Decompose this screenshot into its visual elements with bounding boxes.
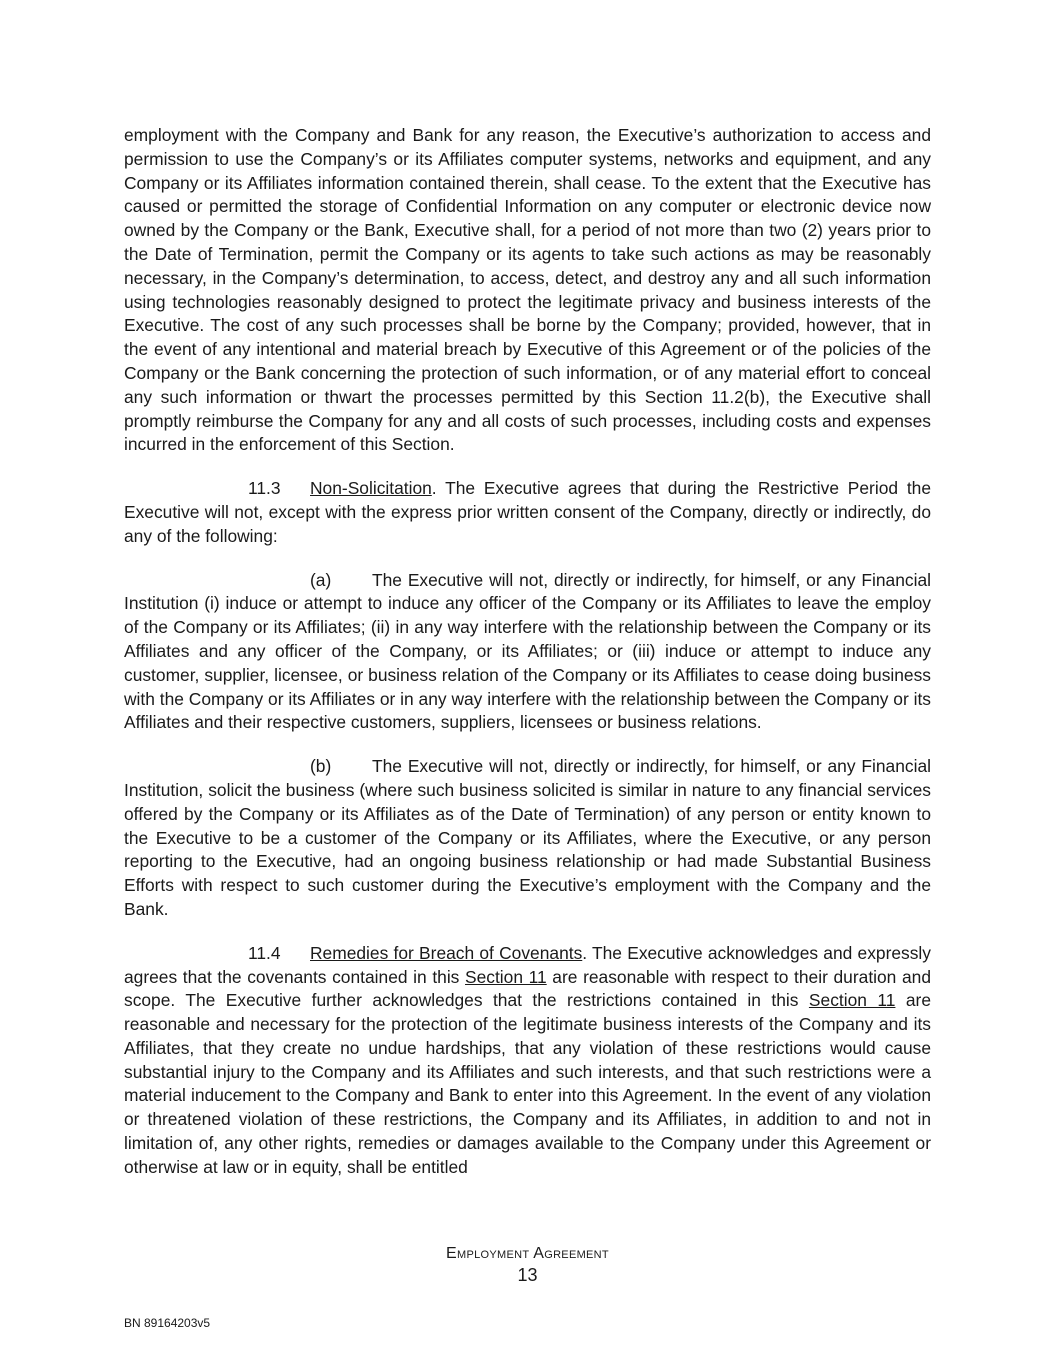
- section-number: 11.4: [248, 942, 281, 963]
- footer-title-text: Employment Agreement: [446, 1245, 609, 1262]
- section-reference: Section 11: [808, 990, 896, 1011]
- section-heading: Non-Solicitation: [310, 478, 432, 499]
- footer-title: [0, 1245, 1055, 1263]
- paragraph-continuation: employment with the Company and Bank for any reason, the Executive’s authorization to access and permission to use the Company’s or its Affiliates computer systems, networks and equipment, and any Company or its Affiliates information contained therein, shall cease. To the extent that the Executive has caused or permitted the storage of Confidential Information on any computer or electronic device now owned by the Company or the Bank, Executive shall, for a period of not more than two (2) years prior to the Date of Termination, permit the Company or its agents to take such actions as may be reasonably necessary, in the Company’s determination, to access, detect, and destroy any and all such information using technologies reasonably designed to protect the legitimate privacy and business interests of the Executive. The cost of any such processes shall be borne by the Company; provided, however, that in the event of any intentional and material breach by Executive of this Agreement or of the policies of the Company or the Bank concerning the protection of such information, or of any material effort to conceal any such information or thwart the processes permitted by this Section 11.2(b), the Executive shall promptly reimburse the Company for any and all costs of such processes, including costs and expenses incurred in the enforcement of this Section.: [124, 125, 931, 455]
- section-number: 11.3: [248, 478, 281, 499]
- subsection-label: (b): [310, 756, 332, 777]
- section-reference: Section 11: [465, 966, 547, 987]
- section-text: . The Executive agrees that during the Restrictive Period the Executive will not, except with the express prior written consent of the Company, directly or indirectly, do any of the following:: [124, 478, 931, 546]
- document-body: [124, 124, 931, 1180]
- section-text: . The Executive acknowledges and expressly agrees that the covenants contained in this: [124, 942, 931, 987]
- subsection-text: The Executive will not, directly or indirectly, for himself, or any Financial Institution, solicit the business (where such business solicited is similar in nature to any financial services offered by the Company or its Affiliates as of the Date of Termination) of any person or entity known to the Executive to be a customer of the Company or its Affiliates, where the Executive, or any person reporting to the Executive, had an ongoing business relationship or had made Substantial Business Efforts with respect to such customer during the Executive’s employment with the Company and the Bank.: [124, 756, 931, 919]
- section-11-3: [124, 477, 931, 548]
- section-text: are reasonable and necessary for the protection of the legitimate business interests of the Company and its Affiliates, that they create no undue hardships, that any violation of these restrictions would cause substantial injury to the Company and its Affiliates and such interests, and that such restrictions were a material inducement to the Company and Bank to enter into this Agreement. In the event of any violation or threatened violation of these restrictions, the Company and its Affiliates, in addition to and not in limitation of, any other rights, remedies or damages available to the Company under this Agreement or otherwise at law or in equity, shall be entitled: [124, 990, 932, 1177]
- page-number: 13: [517, 1265, 538, 1285]
- subsection-a: [124, 569, 931, 736]
- section-11-4: [124, 942, 931, 1180]
- section-heading: Remedies for Breach of Covenants: [310, 942, 583, 963]
- subsection-text: The Executive will not, directly or indirectly, for himself, or any Financial Institution (i) induce or attempt to induce any officer of the Company or its Affiliates to leave the employ of the Company or its Affiliates; (ii) in any way interfere with the relationship between the Company or its Affiliates and any officer of the Company, or its Affiliates; or (iii) induce or attempt to induce any customer, supplier, licensee, or business relation of the Company or its Affiliates to cease doing business with the Company or its Affiliates or in any way interfere with the relationship between the Company or its Affiliates and their respective customers, suppliers, licensees or business relations.: [124, 569, 931, 733]
- section-text: are reasonable with respect to their duration and scope. The Executive further acknowledges that the restrictions contained in this: [124, 966, 931, 1011]
- document-id: BN 89164203v5: [124, 1316, 211, 1330]
- subsection-b: [124, 755, 931, 922]
- subsection-label: (a): [310, 569, 332, 590]
